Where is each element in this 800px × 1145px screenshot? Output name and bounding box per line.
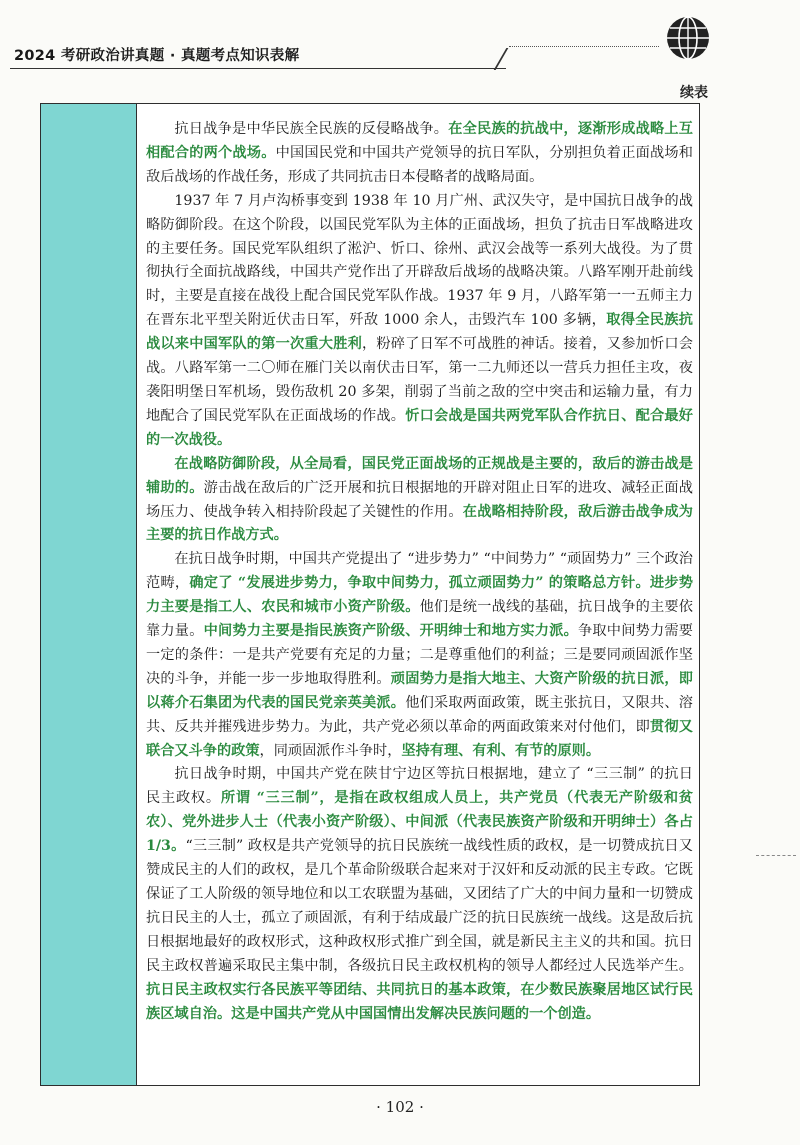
paragraph (146, 763, 693, 1026)
header-slash-divider (494, 48, 509, 70)
paragraph (146, 453, 693, 549)
paragraph (146, 190, 693, 453)
body-text: 在抗日战争时期，中国共产党提出了 “进步势力” “中间势力” “顽固势力” 三个政治范畴， (146, 551, 693, 592)
highlighted-key-point: 贯彻又联合又斗争的政策 (146, 718, 693, 759)
highlighted-key-point: 确定了 “发展进步势力，争取中间势力，孤立顽固势力” 的策略总方针。进步势力主要是指工人、农民和城市小资产阶级。 (146, 575, 693, 616)
highlighted-key-point: 在战略相持阶段，敌后游击战争成为主要的抗日作战方式。 (146, 503, 693, 544)
highlighted-key-point: 抗日民主政权实行各民族平等团结、共同抗日的基本政策，在少数民族聚居地区试行民族区域自治。这是中国共产党从中国国情出发解决民族问题的一个创造。 (146, 981, 693, 1022)
body-text: 中国国民党和中国共产党领导的抗日军队，分别担负着正面战场和敌后战场的作战任务，形成了共同抗击日本侵略者的战略局面。 (146, 144, 693, 185)
paragraph (146, 118, 693, 190)
body-text: 争取中间势力需要一定的条件：一是共产党要有充足的力量；二是尊重他们的利益；三是要同顽固派作坚决的斗争，并能一步一步地取得胜利。 (146, 623, 693, 687)
paragraph (146, 548, 693, 763)
table-content-cell (146, 118, 693, 1026)
header-dotted-rule (509, 46, 659, 47)
body-text: 抗日战争时期，中国共产党在陕甘宁边区等抗日根据地，建立了 “三三制” 的抗日民主政权。 (146, 766, 693, 807)
knowledge-table (40, 103, 700, 1086)
highlighted-key-point: 顽固势力是指大地主、大资产阶级的抗日派，即以蒋介石集团为代表的国民党亲英美派。 (146, 670, 693, 711)
highlighted-key-point: 中间势力主要是指民族资产阶级、开明绅士和地方实力派。 (203, 623, 578, 640)
table-label-column (41, 104, 137, 1085)
highlighted-key-point: 在全民族的抗战中，逐渐形成战略上互相配合的两个战场。 (146, 121, 693, 161)
body-text: ，同顽固派作斗争时， (259, 742, 402, 759)
body-text: 抗日战争是中华民族全民族的反侵略战争。 (174, 121, 449, 137)
body-text: 游击战在敌后的广泛开展和抗日根据地的开辟对阻止日军的进攻、减轻正面战场压力、使战争转入相持阶段起了关键性的作用。 (146, 479, 693, 520)
body-text: ，粉碎了日军不可战胜的神话。接着，又参加忻口会战。八路军第一二〇师在雁门关以南伏击日军，第一二九师还以一营兵力担任主攻，夜袭阳明堡日军机场，毁伤敌机 20 多架，削弱了当前之敌的空中突击和运输力量，有力地配合了国民党军队在正面战场的作战。 (146, 336, 693, 424)
highlighted-key-point: 坚持有理、有利、有节的原则。 (401, 742, 601, 759)
margin-mark (756, 855, 796, 856)
highlighted-key-point: 在战略防御阶段，从全局看，国民党正面战场的正规战是主要的，敌后的游击战是辅助的。 (146, 455, 693, 496)
body-text: 他们是统一战线的基础，抗日战争的主要依靠力量。 (146, 599, 693, 640)
page-number: · 102 · (376, 1098, 424, 1116)
continued-table-label: 续表 (680, 85, 708, 101)
running-header-title: 2024 考研政治讲真题 · 真题考点知识表解 (14, 48, 300, 64)
header-rule (10, 68, 506, 69)
highlighted-key-point: 取得全民族抗战以来中国军队的第一次重大胜利 (146, 312, 693, 353)
body-text: 他们采取两面政策，既主张抗日，又限共、溶共、反共并摧残进步势力。为此，共产党必须以革命的两面政策来对付他们，即 (146, 694, 693, 735)
body-text: “三三制” 政权是共产党领导的抗日民族统一战线性质的政权，是一切赞成抗日又赞成民主的人们的政权，是几个革命阶级联合起来对于汉奸和反动派的民主专政。它既保证了工人阶级的领导地位和以工农联盟为基础，又团结了广大的中间力量和一切赞成抗日民主的人士，孤立了顽固派，有利于结成最广泛的抗日民族统一战线。这是敌后抗日根据地最好的政权形式，这种政权形式推广到全国，就是新民主主义的共和国。抗日民主政权普遍采取民主集中制，各级抗日民主政权机构的领导人都经过人民选举产生。 (146, 838, 693, 974)
body-text: 1937 年 7 月卢沟桥事变到 1938 年 10 月广州、武汉失守，是中国抗日战争的战略防御阶段。在这个阶段，以国民党军队为主体的正面战场，担负了抗击日军战略进攻的主要任务。国民党军队组织了淞沪、忻口、徐州、武汉会战等一系列大战役。为了贯彻执行全面抗战路线，中国共产党作出了开辟敌后战场的战略决策。八路军刚开赴前线时，主要是直接在战役上配合国民党军队作战。1937 年 9 月，八路军第一一五师主力在晋东北平型关附近伏击日军，歼敌 1000 余人，击毁汽车 100 多辆， (146, 192, 693, 329)
highlighted-key-point: 忻口会战是国共两党军队合作抗日、配合最好的一次战役。 (146, 407, 693, 448)
highlighted-key-point: 所谓 “三三制”，是指在政权组成人员上，共产党员（代表无产阶级和贫农）、党外进步人士（代表小资产阶级）、中间派（代表民族资产阶级和开明绅士）各占 1/3。 (146, 790, 693, 855)
globe-icon (664, 14, 712, 62)
